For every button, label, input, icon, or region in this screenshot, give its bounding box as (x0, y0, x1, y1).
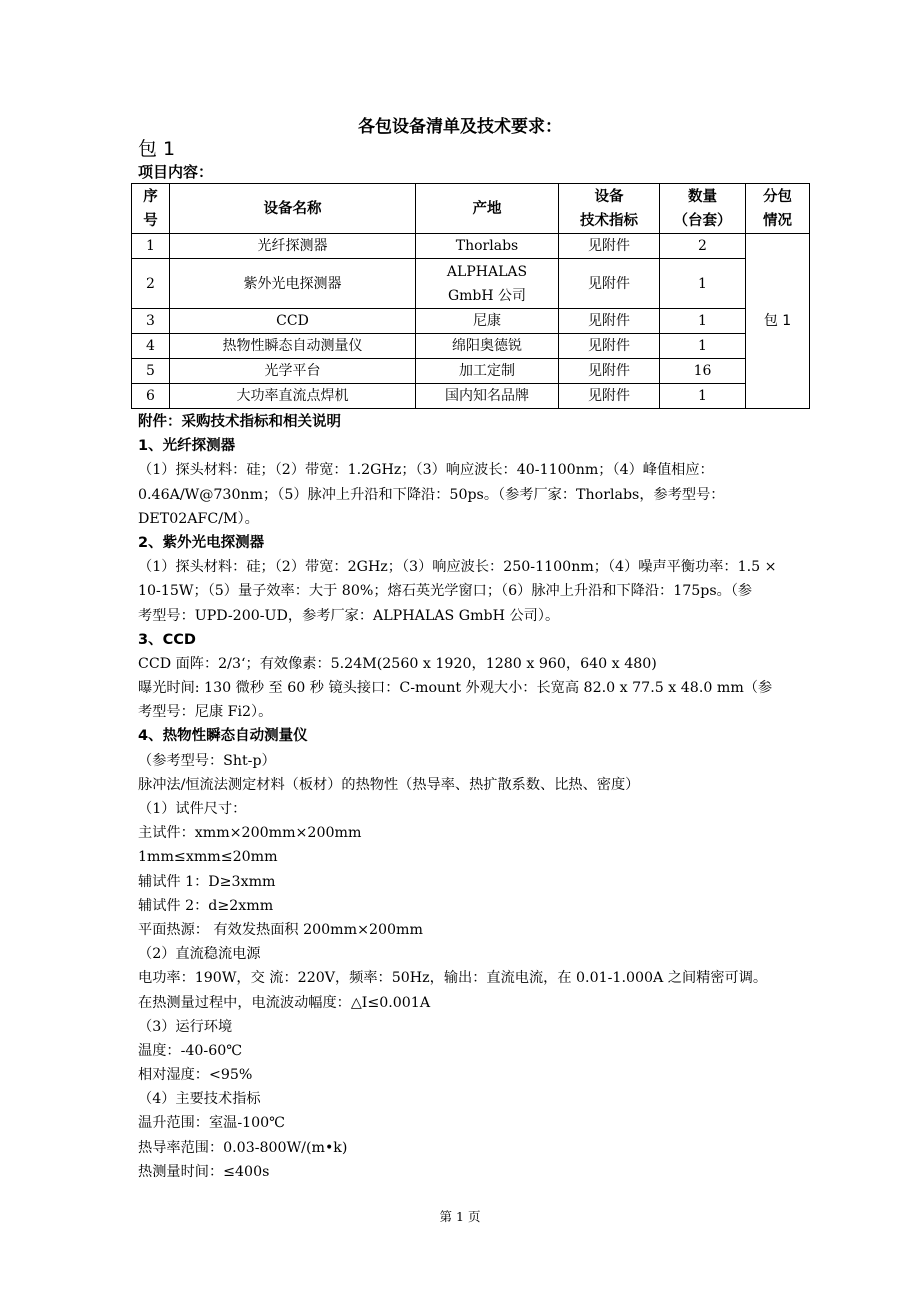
body-line: 温度：-40-60℃ (138, 1042, 243, 1059)
cell-qty: 1 (660, 259, 746, 309)
cell-origin: ALPHALAS GmbH 公司 (416, 259, 559, 309)
cell-seq: 2 (132, 259, 170, 309)
table-row (132, 234, 810, 259)
equipment-table (131, 183, 810, 409)
section-heading: 4、热物性瞬态自动测量仪 (138, 728, 308, 745)
header-spec: 设备 技术指标 (559, 184, 660, 234)
cell-qty: 1 (660, 309, 746, 334)
body-line: 1mm≤xmm≤20mm (138, 849, 278, 866)
cell-seq: 3 (132, 309, 170, 334)
cell-qty: 16 (660, 359, 746, 384)
cell-spec: 见附件 (559, 259, 660, 309)
table-header-row (132, 184, 810, 234)
attachment-body (138, 410, 838, 1184)
header-name: 设备名称 (170, 184, 416, 234)
body-line: （4）主要技术指标 (138, 1091, 261, 1108)
header-origin: 产地 (416, 184, 559, 234)
cell-name: 紫外光电探测器 (170, 259, 416, 309)
body-line: 热导率范围：0.03-800W/(m•k) (138, 1139, 348, 1156)
cell-origin: 尼康 (416, 309, 559, 334)
cell-seq: 5 (132, 359, 170, 384)
header-package: 分包 情况 (746, 184, 810, 234)
body-line: （1）试件尺寸： (138, 801, 247, 817)
cell-seq: 4 (132, 334, 170, 359)
body-line: 热测量时间：≤400s (138, 1163, 270, 1180)
body-line: （1）探头材料：硅；（2）带宽：2GHz；（3）响应波长：250-1100nm；（4）噪声平衡功率：1.5 × (138, 559, 777, 576)
table-row (132, 309, 810, 334)
table-row (132, 384, 810, 409)
cell-spec: 见附件 (559, 384, 660, 409)
body-line: 考型号：UPD-200-UD，参考厂家：ALPHALAS GmbH 公司）。 (138, 607, 560, 624)
cell-seq: 6 (132, 384, 170, 409)
cell-qty: 1 (660, 334, 746, 359)
cell-seq: 1 (132, 234, 170, 259)
body-line: 主试件：xmm×200mm×200mm (138, 825, 362, 842)
body-line: 考型号：尼康 Fi2）。 (138, 704, 273, 721)
body-line: 辅试件 1：D≥3xmm (138, 873, 276, 890)
page-number: 第 1 页 (439, 1209, 481, 1224)
cell-origin: 绵阳奥德锐 (416, 334, 559, 359)
body-line: 平面热源： 有效发热面积 200mm×200mm (138, 921, 423, 938)
body-line: 电功率：190W，交 流：220V，频率：50Hz，输出：直流电流，在 0.01-1.000A 之间精密可调。 (138, 970, 768, 987)
cell-qty: 1 (660, 384, 746, 409)
body-line: （参考型号：Sht-p） (138, 752, 276, 769)
cell-name: CCD (170, 309, 416, 334)
cell-name: 光纤探测器 (170, 234, 416, 259)
cell-name: 大功率直流点焊机 (170, 384, 416, 409)
body-line: 脉冲法/恒流法测定材料（板材）的热物性（热导率、热扩散系数、比热、密度） (138, 776, 640, 793)
section-heading: 附件：采购技术指标和相关说明 (138, 414, 341, 430)
cell-name: 光学平台 (170, 359, 416, 384)
cell-qty: 2 (660, 234, 746, 259)
package-heading: 包 1 (138, 138, 176, 160)
body-line: 温升范围：室温-100℃ (138, 1115, 286, 1132)
project-label: 项目内容： (138, 163, 214, 181)
body-line: （2）直流稳流电源 (138, 946, 261, 963)
body-line: CCD 面阵：2/3‘；有效像素：5.24M(2560 x 1920，1280 x 960，640 x 480) (138, 655, 657, 672)
section-heading: 3、CCD (138, 631, 196, 648)
cell-spec: 见附件 (559, 334, 660, 359)
cell-spec: 见附件 (559, 359, 660, 384)
body-line: 在热测量过程中，电流波动幅度：△I≤0.001A (138, 994, 431, 1011)
cell-origin: Thorlabs (416, 234, 559, 259)
body-line: 辅试件 2：d≥2xmm (138, 897, 274, 914)
table-row (132, 359, 810, 384)
table-row (132, 259, 810, 309)
cell-spec: 见附件 (559, 309, 660, 334)
page-title: 各包设备清单及技术要求： (358, 117, 562, 137)
cell-name: 热物性瞬态自动测量仪 (170, 334, 416, 359)
cell-origin: 国内知名品牌 (416, 384, 559, 409)
body-line: （3）运行环境 (138, 1018, 233, 1035)
cell-package: 包 1 (746, 234, 810, 409)
cell-spec: 见附件 (559, 234, 660, 259)
section-heading: 2、紫外光电探测器 (138, 534, 265, 551)
cell-origin: 加工定制 (416, 359, 559, 384)
body-line: 曝光时间: 130 微秒 至 60 秒 镜头接口：C-mount 外观大小：长宽高 82.0 x 77.5 x 48.0 mm（参 (138, 680, 773, 697)
body-line: 10-15W；（5）量子效率：大于 80%；熔石英光学窗口；（6）脉冲上升沿和下降沿：175ps。（参 (138, 583, 753, 600)
body-line: 相对湿度：<95% (138, 1067, 253, 1084)
body-line: （1）探头材料：硅；（2）带宽：1.2GHz；（3）响应波长：40-1100nm；（4）峰值相应： (138, 462, 714, 479)
body-line: 0.46A/W@730nm；（5）脉冲上升沿和下降沿：50ps。（参考厂家：Thorlabs，参考型号： (138, 486, 725, 503)
header-seq: 序 号 (132, 184, 170, 234)
header-qty: 数量 （台套） (660, 184, 746, 234)
table-row (132, 334, 810, 359)
body-line: DET02AFC/M）。 (138, 510, 259, 527)
section-heading: 1、光纤探测器 (138, 438, 236, 455)
